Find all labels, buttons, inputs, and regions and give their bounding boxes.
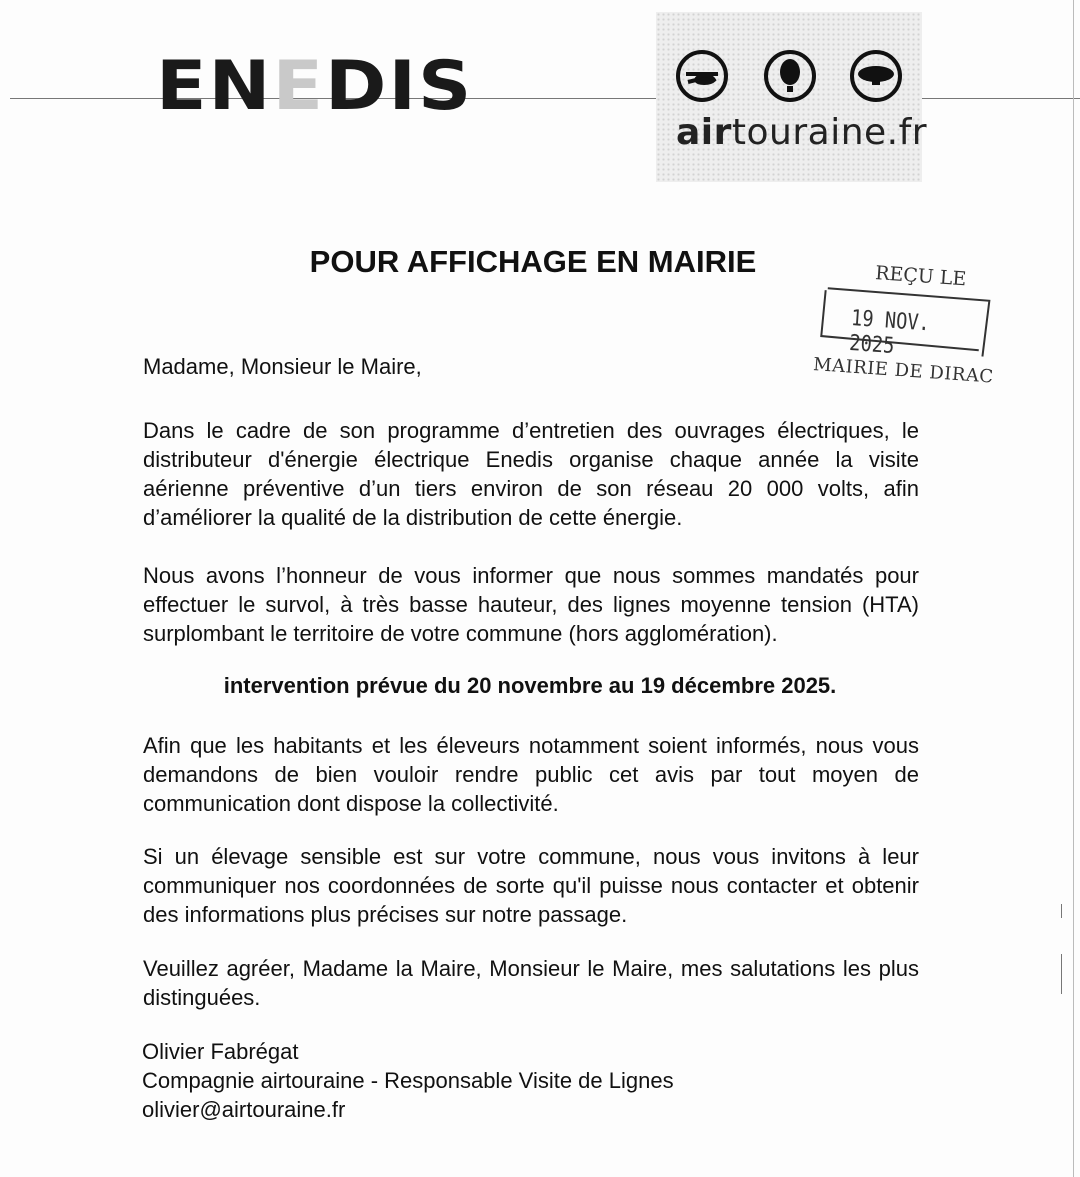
stamp-mairie: MAIRIE DE DIRAC (812, 354, 995, 388)
stamp-date: 19 NOV. 2025 (848, 306, 931, 360)
airtouraine-logo (656, 12, 928, 182)
helicopter-icon (678, 52, 726, 100)
signature-role: Compagnie airtouraine - Responsable Visite de Lignes (142, 1068, 674, 1093)
enedis-logo: ENEDIS (156, 46, 474, 126)
page-title: POUR AFFICHAGE EN MAIRIE (309, 244, 757, 279)
intervention-dates: intervention prévue du 20 novembre au 19 décembre 2025. (223, 673, 837, 698)
salutation: Madame, Monsieur le Maire, (143, 354, 422, 379)
stamp-received-label: REÇU LE (874, 262, 968, 291)
scan-mark (1061, 904, 1062, 918)
paragraph-3: Afin que les habitants et les éleveurs notamment soient informés, nous vous demandons de bien vouloir rendre public cet avis par tout moyen de communication dont dispose la collectivité. (143, 733, 919, 816)
aircraft-icons (676, 50, 902, 102)
paragraph-4: Si un élevage sensible est sur votre commune, nous vous invitons à leur communiquer nos coordonnées de sorte qu'il puisse nous contacter et obtenir des informations plus précises sur notre passage. (143, 844, 919, 927)
balloon-icon (766, 52, 814, 100)
page-edge (1073, 0, 1074, 1177)
paragraph-5: Veuillez agréer, Madame la Maire, Monsieur le Maire, mes salutations les plus distinguées. (143, 956, 919, 1010)
signature-email[interactable]: olivier@airtouraine.fr (142, 1097, 346, 1122)
airtouraine-wordmark: airtouraine.fr (676, 112, 928, 153)
paragraph-1: Dans le cadre de son programme d’entretien des ouvrages électriques, le distributeur d'énergie électrique Enedis organise chaque année la visite aérienne préventive d’un tiers environ de son réseau 20 000 volts, afin d’améliorer la qualité de la distribution de cette énergie. (143, 418, 919, 530)
signature-name: Olivier Fabrégat (142, 1039, 299, 1064)
paragraph-2: Nous avons l’honneur de vous informer que nous sommes mandatés pour effectuer le survol, à très basse hauteur, des lignes moyenne tension (HTA) surplombant le territoire de votre commune (hors agglomération). (143, 563, 919, 646)
airship-icon (852, 52, 900, 100)
scan-mark (1061, 954, 1062, 994)
